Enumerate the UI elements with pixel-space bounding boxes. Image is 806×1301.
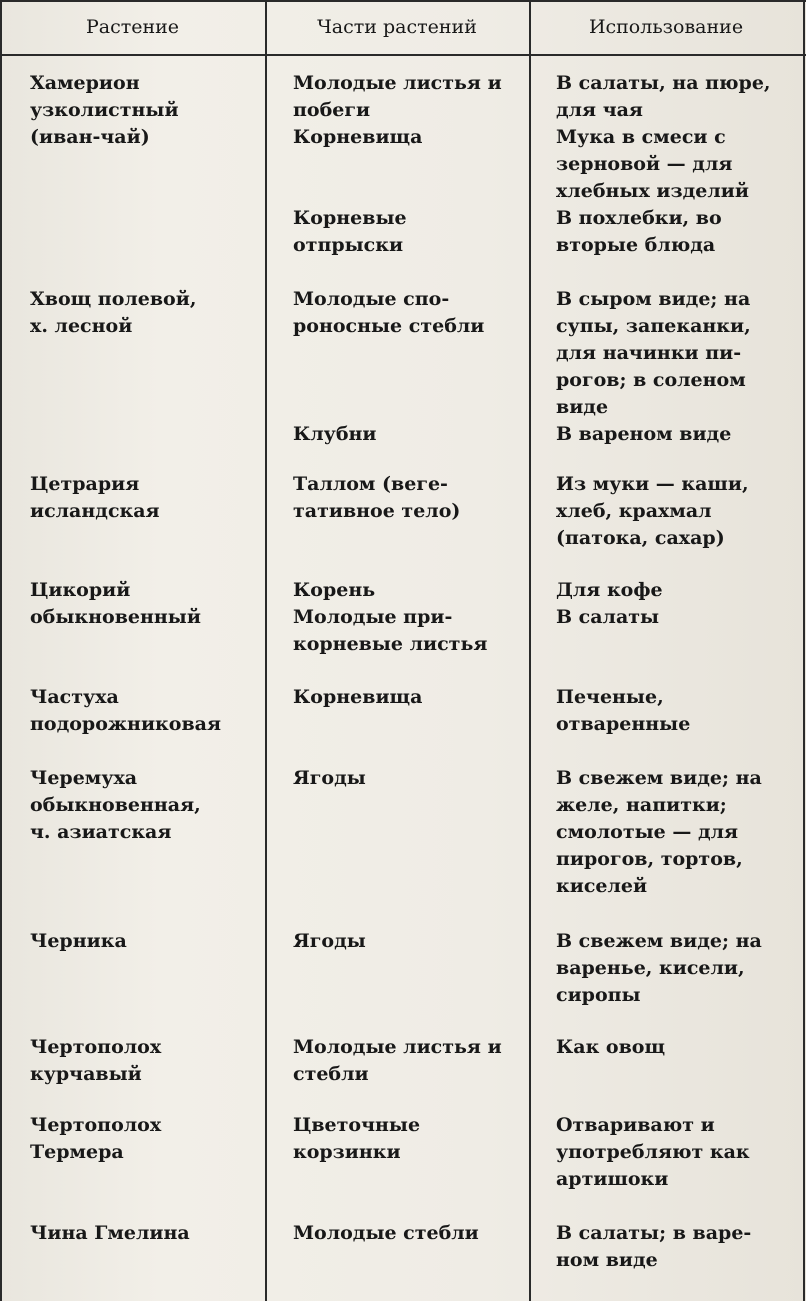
part-entry: Молодые листья и побеги [293,72,502,121]
plant-parts [293,286,518,445]
plant-parts [293,471,518,525]
plant-name: Черника [30,930,127,952]
plant-usage [556,1220,790,1274]
plant-usage [556,928,790,1006]
part-entry: Корневища [293,126,423,148]
usage-entry: В похлебки, во вторые блюда [556,207,722,256]
table-border-left [0,0,2,1301]
usage-entry: В сыром виде; на супы, запеканки, для начинки пи- рогов; в соленом виде [556,288,751,418]
plant-name: Чертополох курчавый [30,1036,162,1085]
usage-entry: Печеные, отваренные [556,686,691,735]
table-border-right [803,0,805,1301]
header-plant: Растение [85,16,180,38]
plant-usage [556,471,790,549]
table-header [0,0,806,56]
plant-parts [293,1112,518,1166]
usage-entry: В вареном виде [556,423,732,445]
part-entry: Ягоды [293,767,366,789]
usage-entry: В свежем виде; на варенье, кисели, сиропы [556,930,762,1006]
part-entry: Таллом (веге- тативное тело) [293,473,461,522]
plant-name: Частуха подорожниковая [30,686,222,735]
header-parts: Части растений [317,16,477,38]
usage-entry: В свежем виде; на желе, напитки; смолотые — для пирогов, тортов, киселей [556,767,762,897]
usage-entry: Как овощ [556,1036,666,1058]
plant-usage [556,1034,790,1088]
plant-parts [293,1034,518,1088]
usage-entry: В салаты [556,606,660,628]
usage-entry: Для кофе [556,579,663,601]
plant-name: Хвощ полевой, х. лесной [30,288,197,337]
plant-usage [556,765,790,897]
part-entry: Молодые при- корневые листья [293,606,488,655]
plant-usage [556,70,790,256]
plant-parts [293,70,518,256]
plant-name: Чина Гмелина [30,1222,190,1244]
plant-usage [556,577,790,658]
plant-parts [293,928,518,982]
part-entry: Корневища [293,686,423,708]
part-entry: Корень [293,579,376,601]
usage-entry: В салаты, на пюре, для чая [556,72,771,121]
usage-entry: Из муки — каши, хлеб, крахмал (патока, сахар) [556,473,749,549]
plant-name: Чертополох Термера [30,1114,162,1163]
plant-name: Хамерион узколистный (иван-чай) [30,72,179,148]
plant-parts [293,765,518,819]
part-entry: Молодые листья и стебли [293,1036,502,1085]
plant-usage [556,684,790,738]
usage-entry: Мука в смеси с зерновой — для хлебных изделий [556,126,749,202]
part-entry: Цветочные корзинки [293,1114,421,1163]
plant-parts [293,577,518,658]
column-divider-1 [265,0,267,1301]
plant-name: Черемуха обыкновенная, ч. азиатская [30,767,201,843]
plant-name: Цетрария исландская [30,473,160,522]
part-entry: Молодые стебли [293,1222,479,1244]
usage-entry: Отваривают и употребляют как артишоки [556,1114,750,1190]
part-entry: Корневые отпрыски [293,207,407,256]
plant-usage [556,1112,790,1190]
plant-parts [293,684,518,738]
part-entry: Клубни [293,423,377,445]
column-divider-2 [529,0,531,1301]
plant-name: Цикорий обыкновенный [30,579,201,628]
header-usage: Использование [588,16,744,38]
plant-parts [293,1220,518,1274]
usage-entry: В салаты; в варе- ном виде [556,1222,752,1271]
plant-usage [556,286,790,445]
part-entry: Молодые спо- роносные стебли [293,288,485,337]
part-entry: Ягоды [293,930,366,952]
